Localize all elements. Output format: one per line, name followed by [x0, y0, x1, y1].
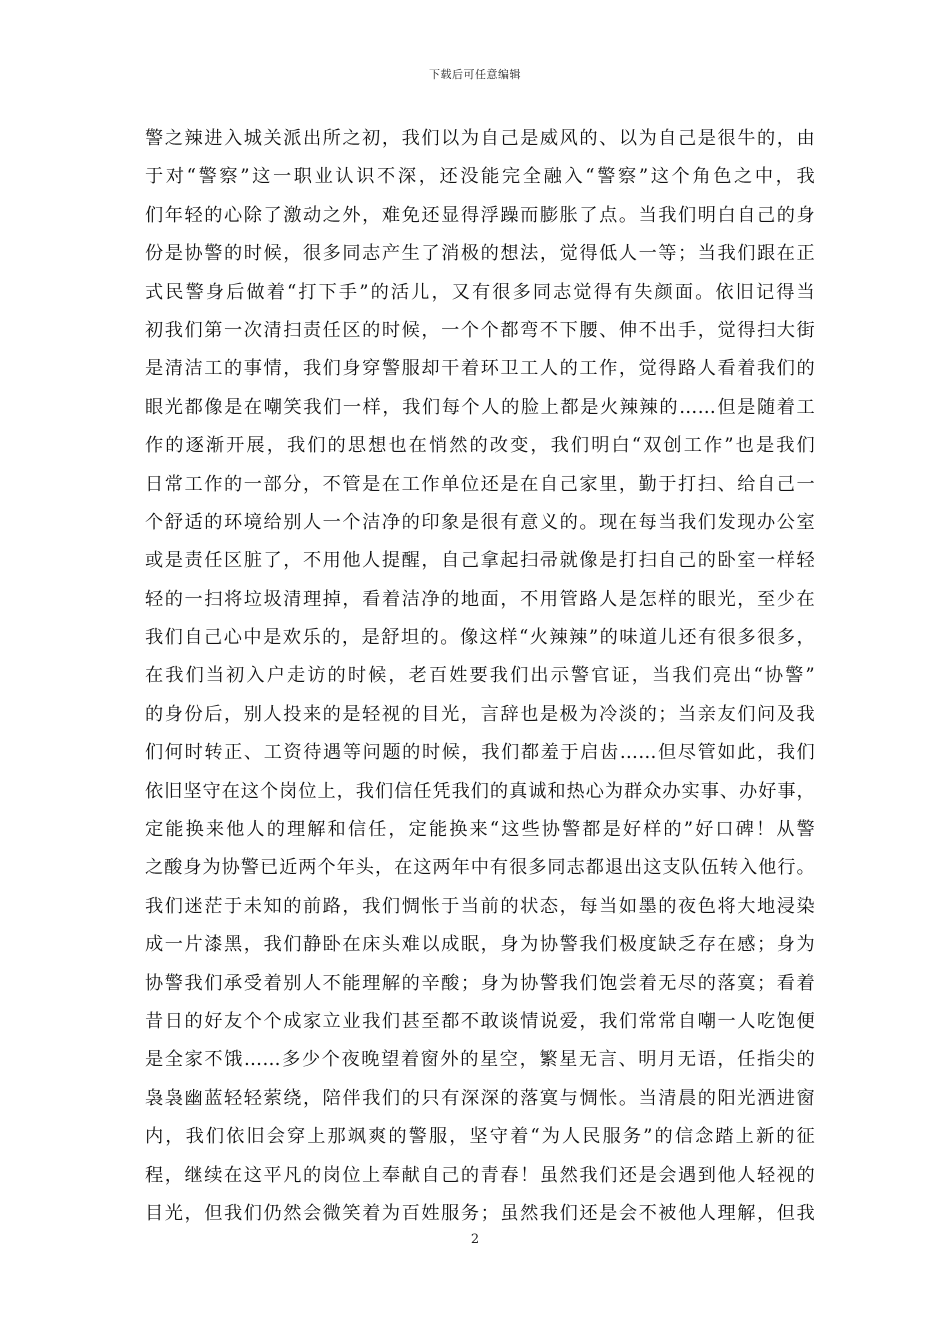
text-line: 定能换来他人的理解和信任，定能换来“这些协警都是好样的”好口碑！从警 [145, 819, 815, 841]
text-line: 是清洁工的事情，我们身穿警服却干着环卫工人的工作，觉得路人看着我们的 [145, 358, 815, 380]
text-line: 依旧坚守在这个岗位上，我们信任凭我们的真诚和热心为群众办实事、办好事， [145, 780, 815, 802]
text-line: 们何时转正、工资待遇等问题的时候，我们都羞于启齿……但尽管如此，我们 [145, 742, 815, 764]
text-line: 警之辣进入城关派出所之初，我们以为自己是威风的、以为自己是很牛的，由 [145, 128, 815, 149]
text-line: 协警我们承受着别人不能理解的辛酸；身为协警我们饱尝着无尽的落寞；看着 [145, 972, 815, 994]
text-line: 眼光都像是在嘲笑我们一样，我们每个人的脸上都是火辣辣的……但是随着工 [145, 396, 815, 418]
text-line: 轻的一扫将垃圾清理掉，看着洁净的地面，不用管路人是怎样的眼光，至少在 [145, 588, 815, 610]
text-line: 或是责任区脏了，不用他人提醒，自己拿起扫帚就像是打扫自己的卧室一样轻 [145, 550, 815, 572]
text-line: 份是协警的时候，很多同志产生了消极的想法，觉得低人一等；当我们跟在正 [145, 243, 815, 265]
text-line: 成一片漆黑，我们静卧在床头难以成眠，身为协警我们极度缺乏存在感；身为 [145, 934, 815, 956]
text-line: 是全家不饿……多少个夜晚望着窗外的星空，繁星无言、明月无语，任指尖的 [145, 1049, 815, 1071]
text-line: 在我们当初入户走访的时候，老百姓要我们出示警官证，当我们亮出“协警” [145, 665, 815, 687]
text-line: 式民警身后做着“打下手”的活儿，又有很多同志觉得有失颜面。依旧记得当 [145, 281, 815, 303]
text-line: 们年轻的心除了激动之外，难免还显得浮躁而膨胀了点。当我们明白自己的身 [145, 204, 815, 226]
text-line: 昔日的好友个个成家立业我们甚至都不敢谈情说爱，我们常常自嘲一人吃饱便 [145, 1010, 815, 1032]
text-line: 内，我们依旧会穿上那飒爽的警服，坚守着“为人民服务”的信念踏上新的征 [145, 1126, 815, 1148]
text-line: 于对“警察”这一职业认识不深，还没能完全融入“警察”这个角色之中，我 [145, 166, 815, 188]
page-header: 下载后可任意编辑 [429, 68, 521, 81]
text-line: 目光，但我们仍然会微笑着为百姓服务；虽然我们还是会不被他人理解，但我 [145, 1202, 815, 1224]
text-line: 作的逐渐开展，我们的思想也在悄然的改变，我们明白“双创工作”也是我们 [145, 435, 815, 457]
text-line: 的身份后，别人投来的是轻视的目光，言辞也是极为冷淡的；当亲友们问及我 [145, 703, 815, 725]
text-line: 我们迷茫于未知的前路，我们惆怅于当前的状态，每当如墨的夜色将大地浸染 [145, 895, 815, 917]
text-line: 个舒适的环境给别人一个洁净的印象是很有意义的。现在每当我们发现办公室 [145, 511, 815, 533]
text-line: 我们自己心中是欢乐的，是舒坦的。像这样“火辣辣”的味道儿还有很多很多， [145, 627, 815, 649]
page-number: 2 [470, 1232, 480, 1247]
text-line: 日常工作的一部分，不管是在工作单位还是在自己家里，勤于打扫、给自己一 [145, 473, 815, 495]
text-line: 程，继续在这平凡的岗位上奉献自己的青春！虽然我们还是会遇到他人轻视的 [145, 1164, 815, 1186]
text-line: 袅袅幽蓝轻轻萦绕，陪伴我们的只有深深的落寞与惆怅。当清晨的阳光洒进窗 [145, 1087, 815, 1109]
text-line: 之酸身为协警已近两个年头，在这两年中有很多同志都退出这支队伍转入他行。 [145, 857, 815, 879]
body-text [145, 120, 815, 1233]
text-line: 初我们第一次清扫责任区的时候，一个个都弯不下腰、伸不出手，觉得扫大街 [145, 319, 815, 341]
